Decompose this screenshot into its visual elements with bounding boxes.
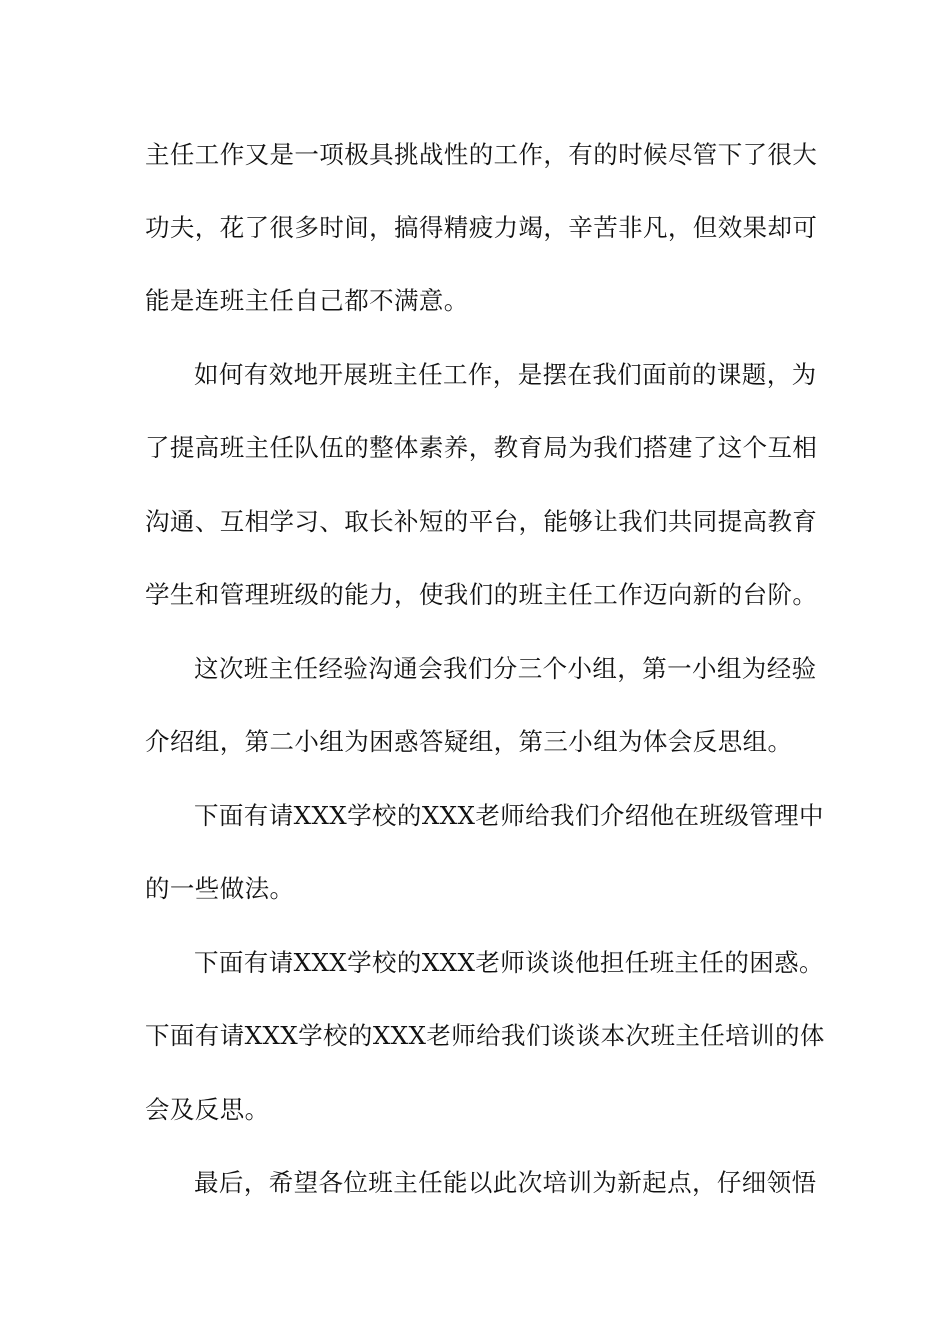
text-line: 能是连班主任自己都不满意。 — [145, 286, 469, 315]
text-line: 功夫，花了很多时间，搞得精疲力竭，辛苦非凡，但效果却可 — [145, 213, 818, 242]
text-line: 的一些做法。 — [145, 874, 295, 903]
text-line: 会及反思。 — [145, 1095, 270, 1124]
paragraph-first-line: 下面有请XXX学校的XXX老师给我们介绍他在班级管理中 — [194, 801, 824, 830]
paragraph-first-line: 下面有请XXX学校的XXX老师谈谈他担任班主任的困惑。 — [194, 948, 824, 977]
paragraph-first-line: 最后，希望各位班主任能以此次培训为新起点，仔细领悟 — [194, 1168, 817, 1197]
text-line: 介绍组，第二小组为困惑答疑组，第三小组为体会反思组。 — [145, 727, 793, 756]
text-line: 沟通、互相学习、取长补短的平台，能够让我们共同提高教育 — [145, 507, 818, 536]
text-line: 主任工作又是一项极具挑战性的工作，有的时候尽管下了很大 — [145, 140, 818, 169]
text-line: 学生和管理班级的能力，使我们的班主任工作迈向新的台阶。 — [145, 580, 818, 609]
text-line: 下面有请XXX学校的XXX老师给我们谈谈本次班主任培训的体 — [145, 1021, 825, 1050]
text-line: 了提高班主任队伍的整体素养，教育局为我们搭建了这个互相 — [145, 433, 818, 462]
paragraph-first-line: 如何有效地开展班主任工作，是摆在我们面前的课题，为 — [194, 360, 817, 389]
paragraph-first-line: 这次班主任经验沟通会我们分三个小组，第一小组为经验 — [194, 654, 817, 683]
